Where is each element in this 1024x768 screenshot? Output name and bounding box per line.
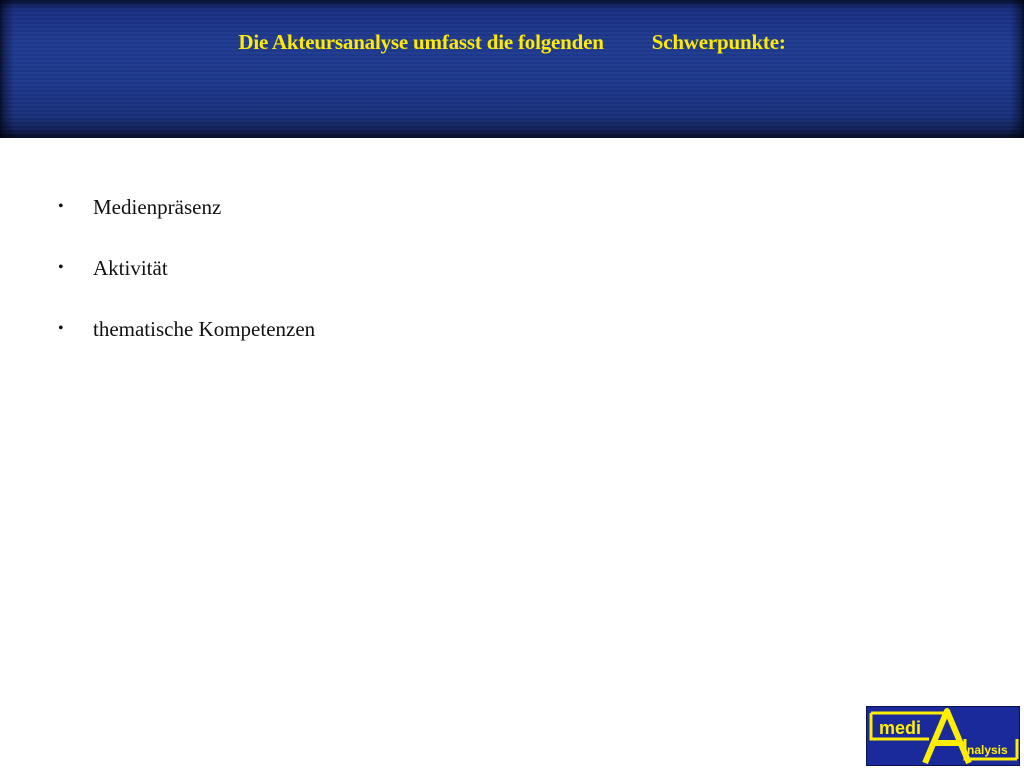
bullet-text: Medienpräsenz [93,195,222,219]
slide-title-part-2: Schwerpunkte: [651,30,786,54]
bullet-icon: • [58,259,64,276]
slide-title-part-1: Die Akteursanalyse umfasst die folgenden [238,30,604,54]
logo-big-a [925,711,969,763]
logo-graphic [867,707,1020,766]
bullet-text: thematische Kompetenzen [93,317,316,341]
title-banner [0,0,1024,138]
media-analysis-logo [866,706,1020,766]
slide-title [0,30,1024,55]
logo-text-bottom: nalysis [967,743,1008,757]
logo-text-top: medi [879,718,922,738]
bullet-text: Aktivität [93,256,168,280]
bullet-icon: • [58,198,64,215]
bullet-icon: • [58,320,64,337]
